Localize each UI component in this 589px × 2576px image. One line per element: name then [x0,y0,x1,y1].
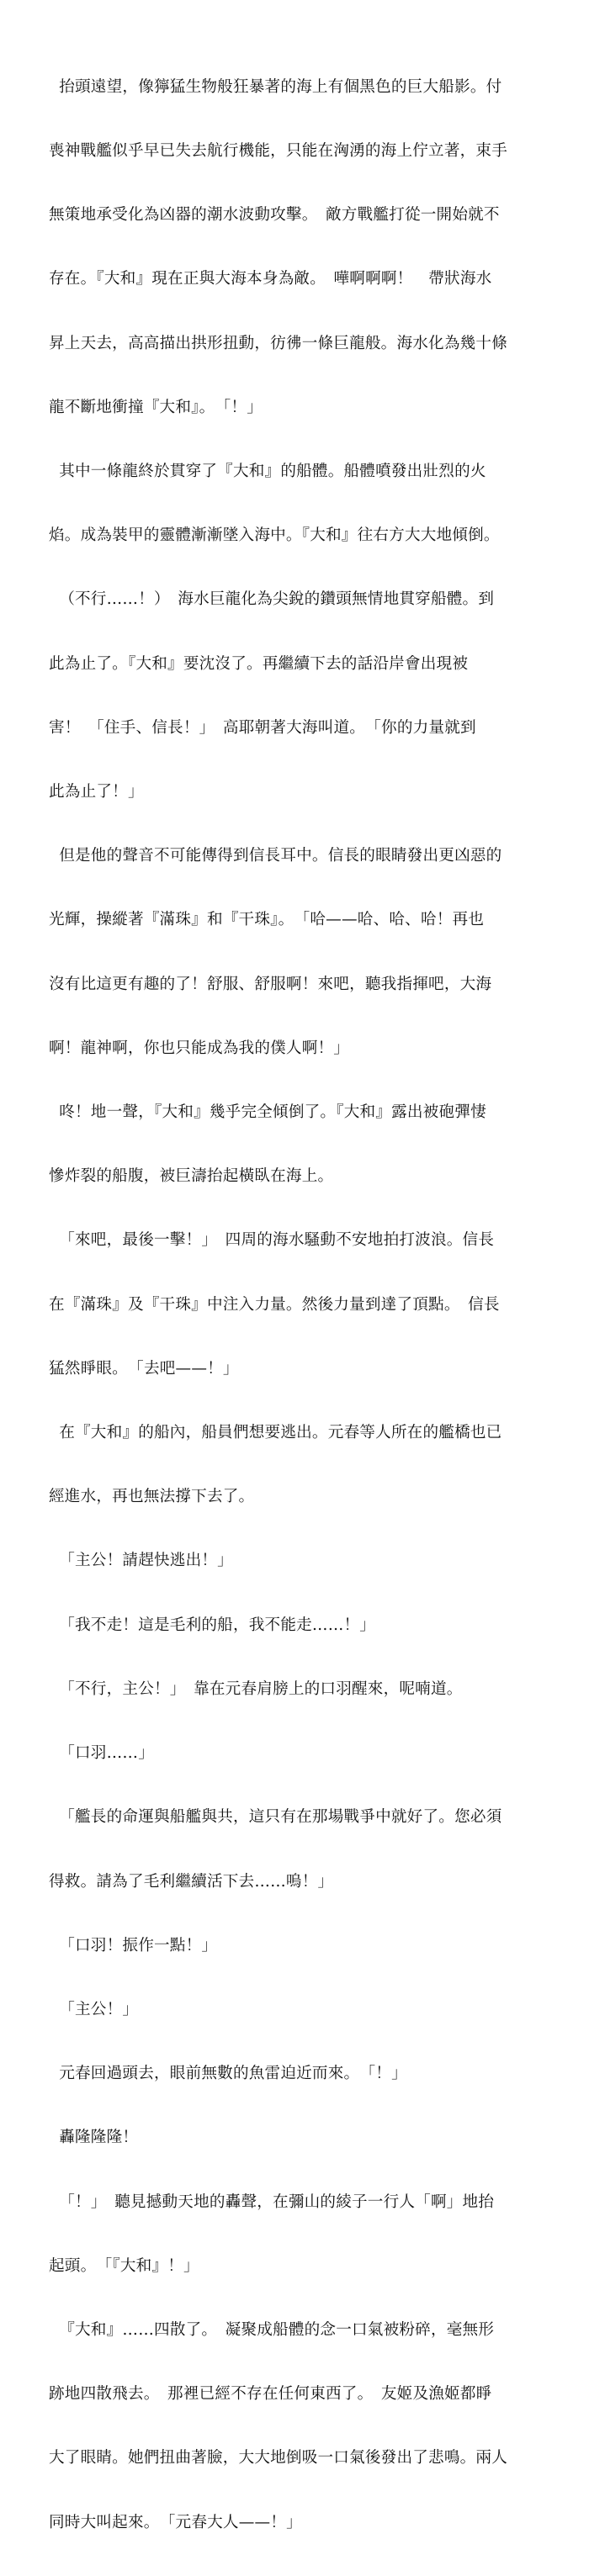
text-line: 焰。成為裝甲的靈體漸漸墜入海中。『大和』往右方大大地傾倒。 [49,526,500,545]
text-line: 「口羽……」 [49,1744,154,1763]
text-line: 『大和』……四散了。 凝聚成船體的念一口氣被粉碎，毫無形 [49,2320,495,2339]
text-line: 經進水，再也無法撐下去了。 [49,1488,255,1506]
text-line: 「不行，主公！」 靠在元春肩膀上的口羽醒來，呢喃道。 [49,1679,463,1698]
document-page [49,34,537,2576]
text-line: 昇上天去，高高描出拱形扭動，彷彿一條巨龍般。海水化為幾十條 [49,334,508,352]
text-line: 害！ 「住手、信長！」 高耶朝著大海叫道。 「你的力量就到 [49,718,476,737]
body-text [49,34,537,2576]
text-line: 元春回過頭去，眼前無數的魚雷迫近而來。 「！」 [49,2065,407,2083]
text-line: 同時大叫起來。 「元春大人——！」 [49,2513,302,2531]
text-line: 龍不斷地衝撞『大和』。 「！」 [49,398,263,416]
text-line: 啊！龍神啊，你也只能成為我的僕人啊！」 [49,1039,350,1057]
text-line: 起頭。 「『大和』！」 [49,2256,199,2275]
text-line: 「來吧，最後一擊！」 四周的海水騷動不安地拍打波浪。信長 [49,1231,495,1250]
text-line: 「艦長的命運與船艦與共，這只有在那場戰爭中就好了。您必須 [49,1808,502,1827]
text-line: 慘炸裂的船腹，被巨濤抬起橫臥在海上。 [49,1167,334,1186]
text-line: （不行……！） 海水巨龍化為尖銳的鑽頭無情地貫穿船體。到 [49,590,495,609]
text-line: 喪神戰艦似乎早已失去航行機能，只能在洶湧的海上佇立著，束手 [49,142,508,161]
text-line: 但是他的聲音不可能傳得到信長耳中。信長的眼睛發出更凶惡的 [49,847,502,865]
text-line: 猛然睜眼。 「去吧——！」 [49,1359,239,1378]
text-line: 跡地四散飛去。 那裡已經不存在任何東西了。 友姬及漁姬都睜 [49,2385,492,2404]
text-line: 「主公！請趕快逃出！」 [49,1552,233,1570]
text-line: 其中一條龍終於貫穿了『大和』的船體。船體噴發出壯烈的火 [49,463,486,481]
text-line: 咚！地一聲，『大和』幾乎完全傾倒了。『大和』露出被砲彈悽 [49,1103,486,1122]
text-line: 沒有比這更有趣的了！舒服、舒服啊！來吧，聽我指揮吧，大海 [49,975,492,993]
text-line: 得救。請為了毛利繼續活下去……嗚！」 [49,1872,334,1891]
text-line: 大了眼睛。她們扭曲著臉，大大地倒吸一口氣後發出了悲鳴。兩人 [49,2449,508,2468]
text-line: 「我不走！這是毛利的船，我不能走……！」 [49,1616,376,1634]
text-line: 在『滿珠』及『干珠』中注入力量。然後力量到達了頂點。 信長 [49,1295,500,1314]
text-line: 「口羽！振作一點！」 [49,1936,218,1954]
text-line: 此為止了。『大和』要沈沒了。再繼續下去的話沿岸會出現被 [49,654,469,673]
text-line: 無策地承受化為凶器的潮水波動攻擊。 敵方戰艦打從一開始就不 [49,206,500,225]
text-line: 「主公！」 [49,2000,139,2018]
text-line: 光輝，操縱著『滿珠』和『干珠』。 「哈——哈、哈、哈！再也 [49,911,485,929]
text-line: 抬頭遠望，像獰猛生物般狂暴著的海上有個黑色的巨大船影。付 [49,77,502,96]
text-line: 「！」 聽見撼動天地的轟聲，在彌山的綾子一行人「啊」地抬 [49,2193,495,2211]
text-line: 存在。『大和』現在正與大海本身為敵。 嘩啊啊啊！ 帶狀海水 [49,270,492,288]
text-line: 轟隆隆隆！ [49,2129,139,2147]
text-line: 此為止了！」 [49,783,144,801]
text-line: 在『大和』的船內，船員們想要逃出。元春等人所在的艦橋也已 [49,1424,502,1442]
